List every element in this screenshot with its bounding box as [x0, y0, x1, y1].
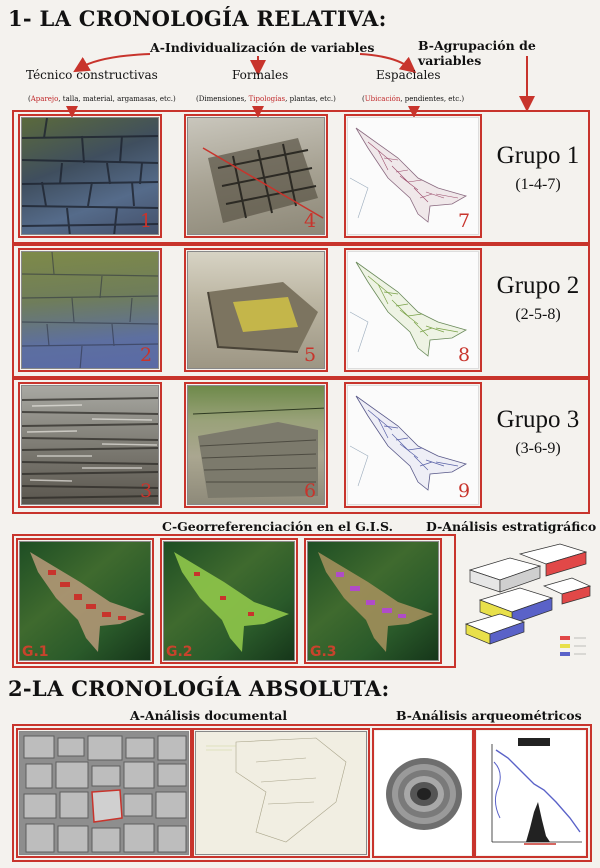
tree-ring-icon	[376, 732, 471, 855]
radiocarbon-graph	[477, 731, 585, 855]
photo-number-2: 2	[140, 344, 153, 366]
category-espaciales: Espaciales	[376, 68, 441, 82]
tree-ring-section	[375, 731, 471, 855]
note-tecnico: (Aparejo, talla, material, argamasas, etc.)	[28, 95, 176, 103]
georreferenciacion-title: C-Georreferenciación en el G.I.S.	[162, 519, 393, 534]
analisis-arqueometricos-title: B-Análisis arqueométricos	[396, 708, 582, 723]
group-3-label	[488, 406, 588, 458]
group-1-items: (1-4-7)	[515, 176, 561, 193]
gis-label-2: G.2	[166, 644, 193, 660]
stratigraphic-diagram	[460, 540, 596, 670]
photo-number-6: 6	[304, 480, 317, 502]
gis-map-1	[19, 541, 151, 661]
group-3-title: Grupo 3	[496, 406, 580, 433]
calibration-curve	[478, 732, 585, 855]
aerial-blocks	[20, 732, 189, 855]
document-drawing	[196, 732, 367, 855]
stone-wall-texture-2	[22, 252, 159, 369]
section2-title: 2-LA CRONOLOGÍA ABSOLUTA:	[8, 676, 390, 701]
analisis-documental-title: A-Análisis documental	[130, 708, 288, 723]
section1-title: 1- LA CRONOLOGÍA RELATIVA:	[8, 6, 387, 31]
gis-map-3	[307, 541, 439, 661]
photo-number-7: 7	[458, 210, 471, 232]
photo-number-3: 3	[140, 480, 153, 502]
stone-wall-texture	[22, 118, 159, 235]
gis-label-1: G.1	[22, 644, 49, 660]
group-2-label	[488, 272, 588, 324]
group-3-items: (3-6-9)	[515, 440, 561, 457]
photo-number-4: 4	[304, 210, 317, 232]
category-formales: Formales	[232, 68, 289, 82]
photo-2-stone-wall	[21, 251, 159, 369]
photo-number-1: 1	[140, 210, 153, 232]
estratigrafico-title: D-Análisis estratigráfico	[426, 519, 597, 534]
aerial-photo	[19, 731, 189, 855]
group-1-title: Grupo 1	[496, 142, 580, 169]
group-2-title: Grupo 2	[496, 272, 580, 299]
stratigraphic-legend	[560, 636, 586, 656]
photo-number-9: 9	[458, 480, 471, 502]
group-1-label	[488, 142, 588, 194]
gis-label-3: G.3	[310, 644, 337, 660]
slate-texture	[22, 386, 159, 505]
photo-number-8: 8	[458, 344, 471, 366]
historic-document	[195, 731, 367, 855]
group-2-items: (2-5-8)	[515, 306, 561, 323]
category-tecnico: Técnico constructivas	[26, 68, 158, 82]
photo-1-stone-wall	[21, 117, 159, 235]
individualizacion-title: A-Individualización de variables	[150, 40, 375, 55]
agrupacion-title: B-Agrupación de variables	[418, 38, 536, 68]
note-espaciales: (Ubicación, pendientes, etc.)	[362, 95, 465, 103]
note-formales: (Dimensiones, Tipologías, plantas, etc.)	[196, 95, 336, 103]
photo-number-5: 5	[304, 344, 317, 366]
photo-3-slate-wall	[21, 385, 159, 505]
gis-map-2	[163, 541, 295, 661]
